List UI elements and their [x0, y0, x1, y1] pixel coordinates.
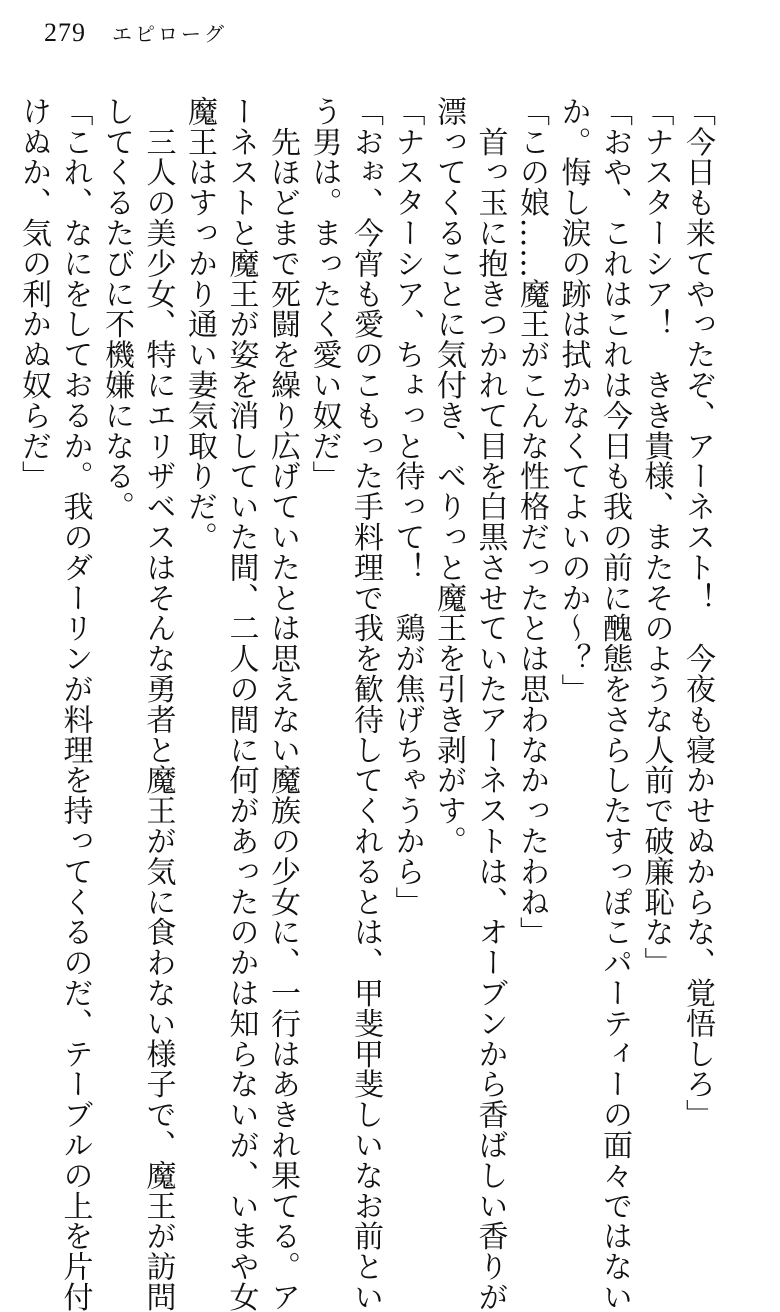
text-line: 「ナスターシア！ きき貴様、またそのような人前で破廉恥な」 — [638, 96, 674, 978]
text-line: 「この娘……魔王がこんな性格だったとは思わなかったわね」 — [514, 96, 549, 948]
text-line: 「ナスターシア、ちょっと待って！ 鶏が焦げちゃうから」 — [389, 96, 425, 917]
text-line: 「今日も来てやったぞ、アーネスト！ 今夜も寝かせぬからな、覚悟しろ」 — [680, 96, 715, 1130]
page-header — [44, 18, 227, 50]
text-line: ーネストと魔王が姿を消していた間、二人の間に何があったのかは知らないが、いまや女 — [223, 96, 259, 1312]
text-line: 魔王はすっかり通い妻気取りだ。 — [182, 96, 217, 552]
text-line: う男は。まったく愛い奴だ」 — [306, 96, 342, 492]
novel-body-text — [16, 96, 718, 1312]
text-line: 「おぉ、今宵も愛のこもった手料理で我を歓待してくれるとは、甲斐甲斐しいなお前とい — [348, 96, 383, 1312]
text-line: 「これ、なにをしておるか。我のダーリンが料理を持ってくるのだ、テーブルの上を片付 — [57, 96, 93, 1312]
text-line: 漂ってくることに気付き、べりっと魔王を引き剥がす。 — [431, 96, 466, 856]
page-number: 279 — [44, 18, 86, 47]
text-line: か。悔し涙の跡は拭かなくてよいのか～？」 — [555, 96, 591, 704]
text-line: 「おや、これはこれは今日も我の前に醜態をさらしたすっぽこパーティーの面々ではない — [597, 96, 632, 1312]
text-line: 三人の美少女、特にエリザベスはそんな勇者と魔王が気に食わない様子で、魔王が訪問 — [140, 96, 176, 1312]
running-head: エピローグ — [112, 24, 227, 46]
text-line: 先ほどまで死闘を繰り広げていたとは思えない魔族の少女に、一行はあきれ果てる。ア — [265, 96, 300, 1312]
text-line: してくるたびに不機嫌になる。 — [99, 96, 134, 522]
text-line: けぬか、気の利かぬ奴らだ」 — [16, 96, 51, 492]
text-line: 首っ玉に抱きつかれて目を白黒させていたアーネストは、オーブンから香ばしい香りが — [472, 96, 508, 1312]
